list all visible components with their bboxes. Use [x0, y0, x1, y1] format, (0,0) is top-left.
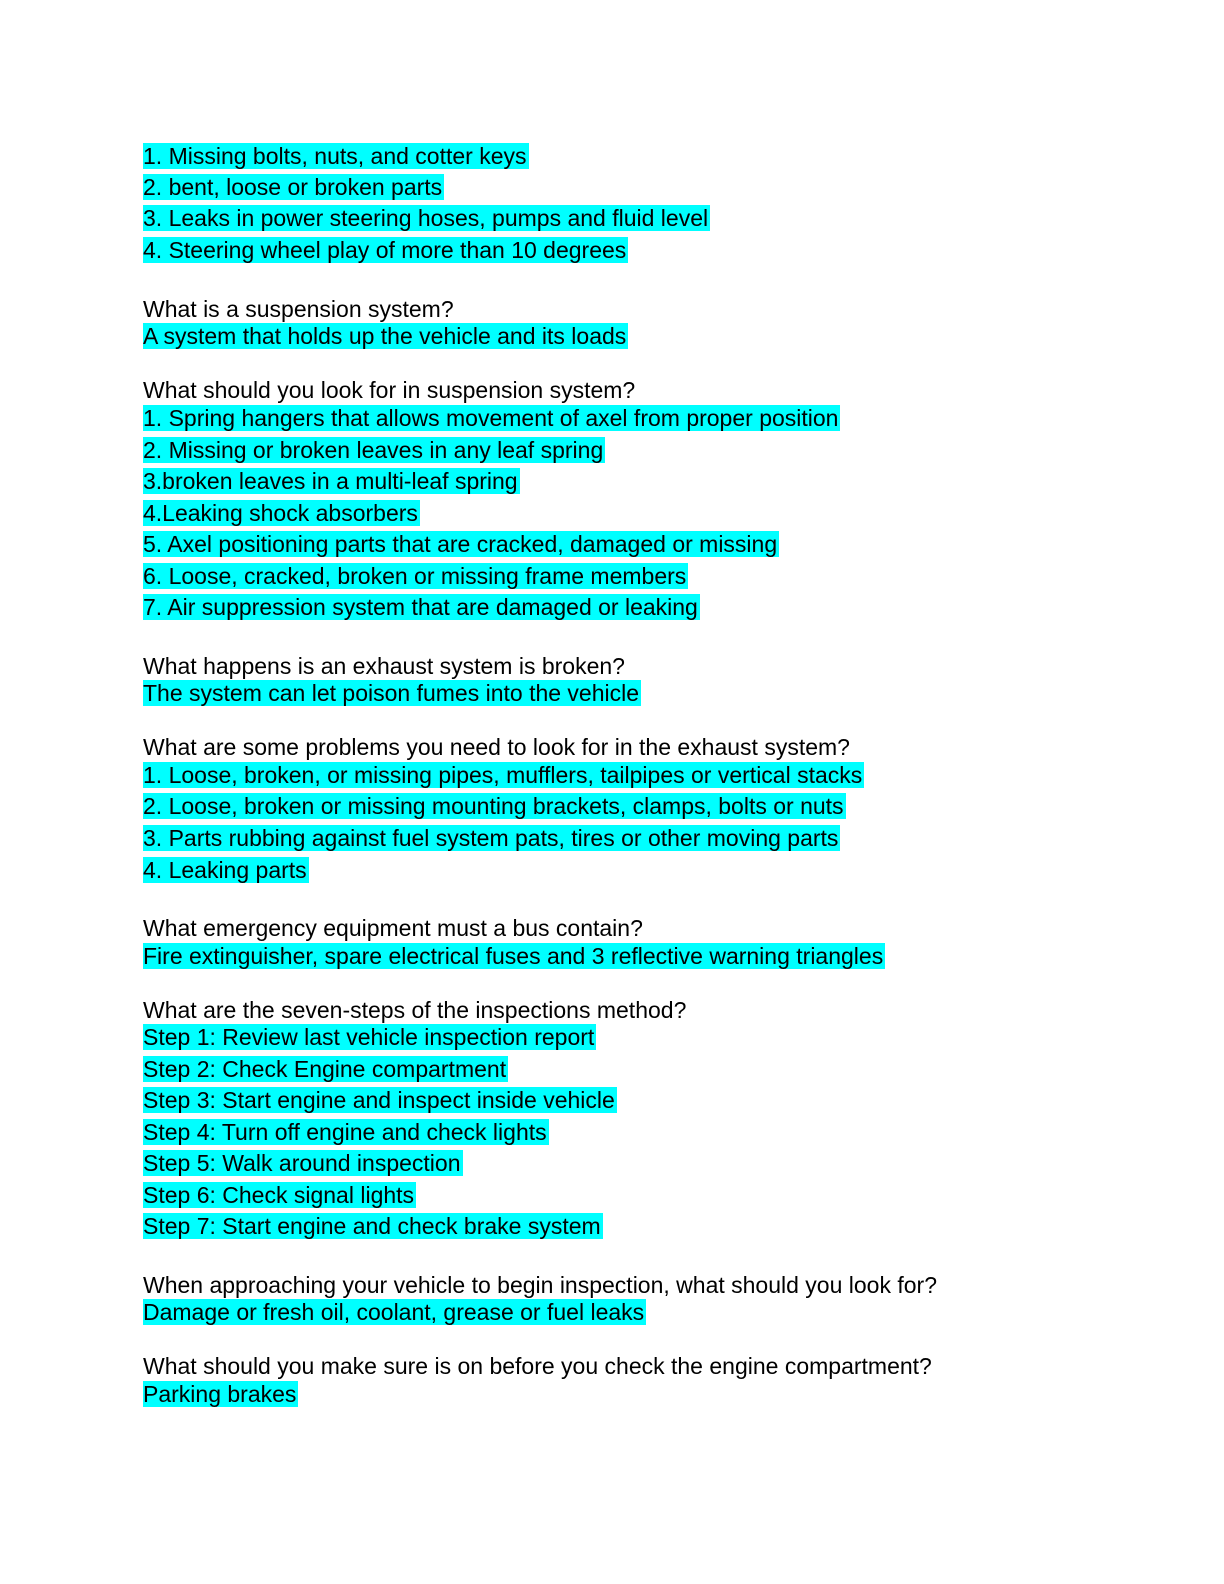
suspension-list-item: [143, 466, 520, 497]
answer-line: [143, 678, 641, 709]
suspension-list-item: [143, 561, 688, 592]
highlighted-answer: The system can let poison fumes into the vehicle: [143, 680, 640, 706]
highlighted-answer: Damage or fresh oil, coolant, grease or fuel leaks: [143, 1299, 645, 1325]
highlighted-answer: 3. Leaks in power steering hoses, pumps and fluid level: [143, 205, 709, 231]
highlighted-answer: 2. Loose, broken or missing mounting brackets, clamps, bolts or nuts: [143, 793, 844, 819]
question: What happens is an exhaust system is broken?: [143, 653, 625, 679]
suspension-list-item: [143, 592, 700, 623]
question: When approaching your vehicle to begin inspection, what should you look for?: [143, 1272, 937, 1298]
exhaust-list-item: [143, 791, 846, 822]
highlighted-answer: Fire extinguisher, spare electrical fuses and 3 reflective warning triangles: [143, 943, 884, 969]
highlighted-answer: Step 7: Start engine and check brake system: [143, 1213, 601, 1239]
highlighted-answer: 3.broken leaves in a multi-leaf spring: [143, 468, 518, 494]
step-list-item: [143, 1180, 416, 1211]
question: What are the seven-steps of the inspections method?: [143, 997, 687, 1023]
highlighted-answer: 2. bent, loose or broken parts: [143, 174, 443, 200]
highlighted-answer: 1. Spring hangers that allows movement of axel from proper position: [143, 405, 839, 431]
exhaust-list-item: [143, 823, 840, 854]
suspension-list-item: [143, 403, 840, 434]
highlighted-answer: 1. Missing bolts, nuts, and cotter keys: [143, 143, 527, 169]
step-list-item: [143, 1054, 508, 1085]
steering-list-item: [143, 172, 444, 203]
highlighted-answer: 5. Axel positioning parts that are cracked, damaged or missing: [143, 531, 778, 557]
exhaust-list-item: [143, 760, 864, 791]
answer-line: [143, 321, 628, 352]
highlighted-answer: Step 5: Walk around inspection: [143, 1150, 461, 1176]
highlighted-answer: 7. Air suppression system that are damaged or leaking: [143, 594, 698, 620]
highlighted-answer: Step 3: Start engine and inspect inside vehicle: [143, 1087, 615, 1113]
question: What should you make sure is on before you check the engine compartment?: [143, 1353, 932, 1379]
step-list-item: [143, 1211, 603, 1242]
highlighted-answer: Step 1: Review last vehicle inspection report: [143, 1024, 595, 1050]
highlighted-answer: 2. Missing or broken leaves in any leaf spring: [143, 437, 604, 463]
answer-line: [143, 1379, 298, 1410]
highlighted-answer: 4.Leaking shock absorbers: [143, 500, 418, 526]
highlighted-answer: Step 2: Check Engine compartment: [143, 1056, 507, 1082]
highlighted-answer: A system that holds up the vehicle and its loads: [143, 323, 627, 349]
exhaust-list-item: [143, 855, 309, 886]
step-list-item: [143, 1148, 463, 1179]
suspension-list-item: [143, 529, 779, 560]
question: What is a suspension system?: [143, 296, 454, 322]
highlighted-answer: 4. Steering wheel play of more than 10 degrees: [143, 237, 627, 263]
step-list-item: [143, 1117, 549, 1148]
highlighted-answer: Parking brakes: [143, 1381, 297, 1407]
steering-list-item: [143, 141, 529, 172]
step-list-item: [143, 1022, 596, 1053]
answer-line: [143, 941, 885, 972]
steering-list-item: [143, 203, 710, 234]
step-list-item: [143, 1085, 617, 1116]
highlighted-answer: Step 6: Check signal lights: [143, 1182, 415, 1208]
question: What should you look for in suspension system?: [143, 377, 636, 403]
steering-list-item: [143, 235, 628, 266]
highlighted-answer: 1. Loose, broken, or missing pipes, mufflers, tailpipes or vertical stacks: [143, 762, 863, 788]
question: What are some problems you need to look for in the exhaust system?: [143, 734, 850, 760]
highlighted-answer: Step 4: Turn off engine and check lights: [143, 1119, 547, 1145]
highlighted-answer: 3. Parts rubbing against fuel system pats, tires or other moving parts: [143, 825, 839, 851]
highlighted-answer: 4. Leaking parts: [143, 857, 307, 883]
suspension-list-item: [143, 435, 605, 466]
question: What emergency equipment must a bus contain?: [143, 915, 643, 941]
answer-line: [143, 1297, 646, 1328]
suspension-list-item: [143, 498, 420, 529]
highlighted-answer: 6. Loose, cracked, broken or missing frame members: [143, 563, 687, 589]
